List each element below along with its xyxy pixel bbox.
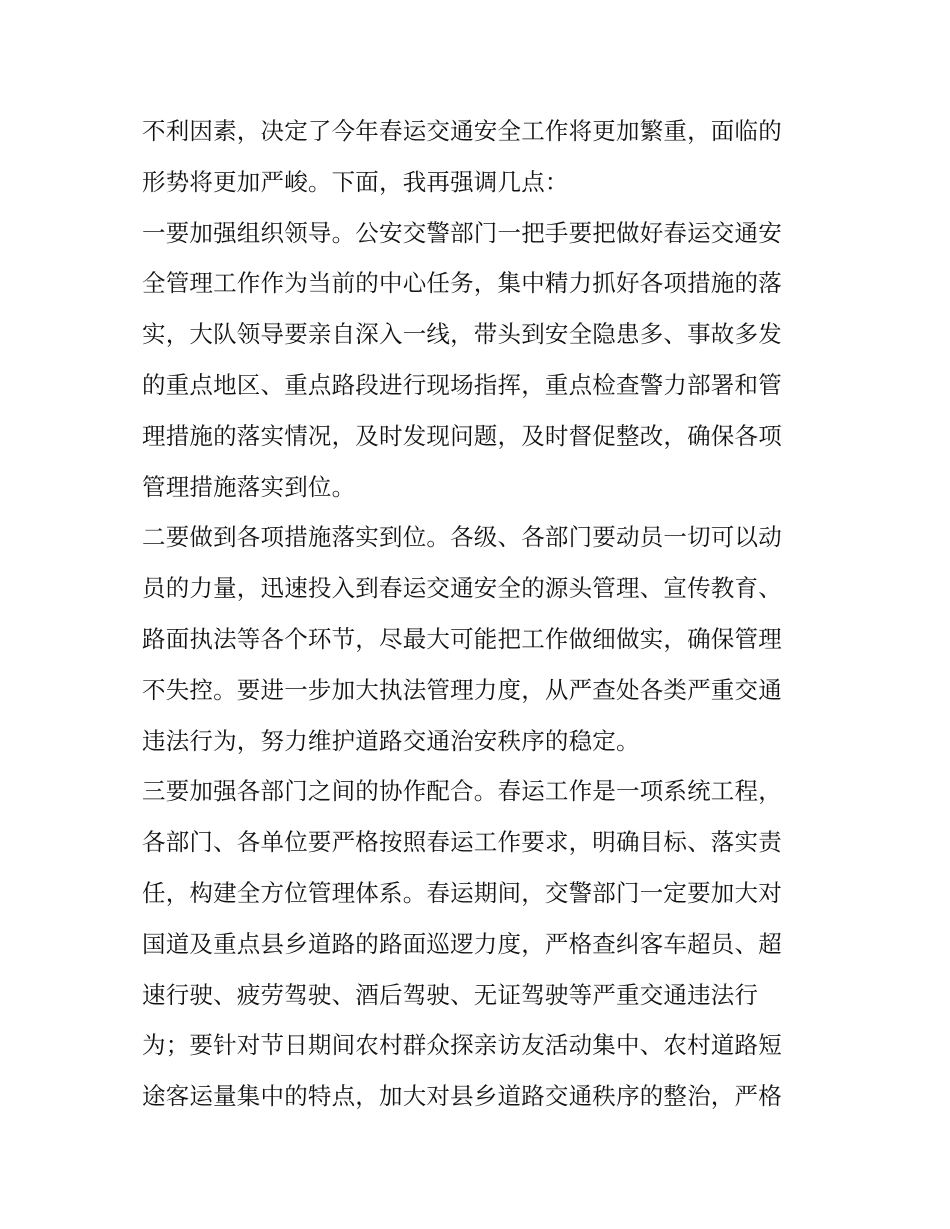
text-line: 不利因素，决定了今年春运交通安全工作将更加繁重，面临的 bbox=[142, 117, 782, 145]
text-line: 路面执法等各个环节，尽最大可能把工作做细做实，确保管理 bbox=[142, 624, 782, 653]
text-line: 不失控。要进一步加大执法管理力度，从严查处各类严重交通 bbox=[142, 675, 782, 704]
text-line: 为；要针对节日期间农村群众探亲访友活动集中、农村道路短 bbox=[142, 1031, 782, 1060]
text-line: 三要加强各部门之间的协作配合。春运工作是一项系统工程， bbox=[142, 777, 782, 806]
text-line: 形势将更加严峻。下面，我再强调几点： bbox=[142, 167, 569, 196]
text-line: 员的力量，迅速投入到春运交通安全的源头管理、宣传教育、 bbox=[142, 574, 782, 603]
body-text bbox=[142, 106, 822, 1122]
text-line: 理措施的落实情况，及时发现问题，及时督促整改，确保各项 bbox=[142, 421, 782, 450]
text-line: 二要做到各项措施落实到位。各级、各部门要动员一切可以动 bbox=[142, 523, 782, 552]
text-line: 的重点地区、重点路段进行现场指挥，重点检查警力部署和管 bbox=[142, 370, 782, 399]
text-line: 一要加强组织领导。公安交警部门一把手要把做好春运交通安 bbox=[142, 218, 782, 247]
text-line: 速行驶、疲劳驾驶、酒后驾驶、无证驾驶等严重交通违法行 bbox=[142, 980, 759, 1009]
text-line: 国道及重点县乡道路的路面巡逻力度，严格查纠客车超员、超 bbox=[142, 929, 782, 958]
text-line: 途客运量集中的特点，加大对县乡道路交通秩序的整治，严格 bbox=[142, 1082, 782, 1111]
text-line: 全管理工作作为当前的中心任务，集中精力抓好各项措施的落 bbox=[142, 269, 782, 298]
text-line: 任，构建全方位管理体系。春运期间，交警部门一定要加大对 bbox=[142, 878, 782, 907]
text-line: 管理措施落实到位。 bbox=[142, 472, 356, 501]
text-line: 违法行为，努力维护道路交通治安秩序的稳定。 bbox=[142, 726, 640, 755]
text-line: 实，大队领导要亲自深入一线，带头到安全隐患多、事故多发 bbox=[142, 320, 782, 349]
text-line: 各部门、各单位要严格按照春运工作要求，明确目标、落实责 bbox=[142, 828, 782, 857]
